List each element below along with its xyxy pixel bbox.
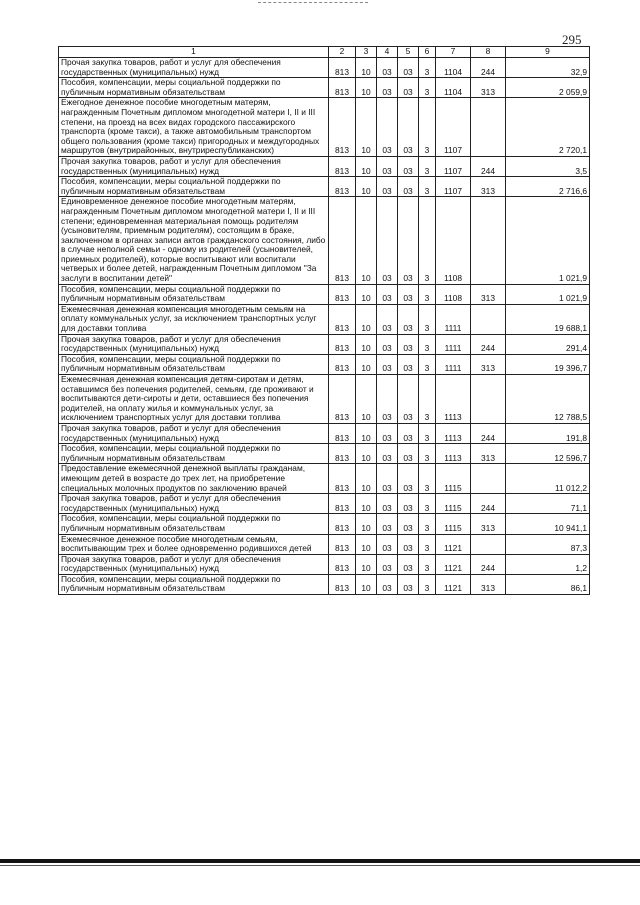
- table-row: [59, 197, 590, 284]
- target-code: 1115: [436, 514, 471, 534]
- expense-type-code: 244: [471, 156, 506, 176]
- target-code: 1115: [436, 494, 471, 514]
- expense-type-code: [471, 464, 506, 494]
- scan-top-line: [258, 2, 368, 4]
- target-code: 1115: [436, 464, 471, 494]
- podrazdel-code: 03: [377, 78, 398, 98]
- table-row: [59, 464, 590, 494]
- glava-code: 813: [329, 334, 356, 354]
- glava-code: 813: [329, 574, 356, 594]
- glava-code: 813: [329, 197, 356, 284]
- target-code: 1121: [436, 554, 471, 574]
- amount: 12 596,7: [506, 444, 590, 464]
- amount: 191,8: [506, 423, 590, 443]
- expense-type-code: 244: [471, 334, 506, 354]
- razdel-code: 10: [356, 354, 377, 374]
- program-code: 03: [398, 156, 419, 176]
- expense-type-code: 244: [471, 423, 506, 443]
- header-cell: 1: [59, 47, 329, 58]
- program-code: 03: [398, 514, 419, 534]
- target-code: 1113: [436, 444, 471, 464]
- expense-type-code: 313: [471, 514, 506, 534]
- amount: 291,4: [506, 334, 590, 354]
- program-code: 03: [398, 534, 419, 554]
- razdel-code: 10: [356, 574, 377, 594]
- expense-type-code: 313: [471, 284, 506, 304]
- subprogram-code: 3: [419, 444, 436, 464]
- target-code: 1107: [436, 98, 471, 157]
- amount: 19 688,1: [506, 304, 590, 334]
- subprogram-code: 3: [419, 554, 436, 574]
- subprogram-code: 3: [419, 197, 436, 284]
- row-description: Ежемесячная денежная компенсация многодетным семьям на оплату коммунальных услуг, за исключением транспортных услуг для доставки топлива: [59, 304, 329, 334]
- row-description: Прочая закупка товаров, работ и услуг для обеспечения государственных (муниципальных) нужд: [59, 156, 329, 176]
- razdel-code: 10: [356, 156, 377, 176]
- amount: 2 720,1: [506, 98, 590, 157]
- program-code: 03: [398, 334, 419, 354]
- header-cell: 5: [398, 47, 419, 58]
- target-code: 1108: [436, 197, 471, 284]
- row-description: Единовременное денежное пособие многодетным матерям, награжденным Почетным дипломом многодетной матери I, II и III степени; единовременная материальная помощь родителям (усыновителям, приемным родителям), состоящим в браке, заключенном в органах записи актов гражданского состояния, либо в случае неполной семьи - одному из родителей (усыновителей, приемных родителей), которые воспитывают или воспитали четверых и более детей, награжденным Почетным дипломом "За заслуги в воспитании детей": [59, 197, 329, 284]
- table-row: [59, 58, 590, 78]
- expense-type-code: 244: [471, 554, 506, 574]
- amount: 32,9: [506, 58, 590, 78]
- table-row: [59, 534, 590, 554]
- razdel-code: 10: [356, 375, 377, 424]
- row-description: Прочая закупка товаров, работ и услуг для обеспечения государственных (муниципальных) нужд: [59, 494, 329, 514]
- glava-code: 813: [329, 464, 356, 494]
- row-description: Прочая закупка товаров, работ и услуг для обеспечения государственных (муниципальных) нужд: [59, 58, 329, 78]
- glava-code: 813: [329, 284, 356, 304]
- table-row: [59, 284, 590, 304]
- table-row: [59, 177, 590, 197]
- subprogram-code: 3: [419, 98, 436, 157]
- row-description: Пособия, компенсации, меры социальной поддержки по публичным нормативным обязательствам: [59, 78, 329, 98]
- podrazdel-code: 03: [377, 464, 398, 494]
- subprogram-code: 3: [419, 78, 436, 98]
- program-code: 03: [398, 58, 419, 78]
- subprogram-code: 3: [419, 514, 436, 534]
- podrazdel-code: 03: [377, 514, 398, 534]
- amount: 87,3: [506, 534, 590, 554]
- podrazdel-code: 03: [377, 177, 398, 197]
- scan-bottom-line: [0, 865, 640, 866]
- table-row: [59, 334, 590, 354]
- row-description: Ежегодное денежное пособие многодетным матерям, награжденным Почетным дипломом многодетной матери I, II и III степени, на проезд на всех видах городского пассажирского транспорта (кроме такси), а также автомобильным транспортом общего пользования (кроме такси) пригородных и междугородных маршрутов (внутрирайонных, внутриреспубликанских): [59, 98, 329, 157]
- row-description: Прочая закупка товаров, работ и услуг для обеспечения государственных (муниципальных) нужд: [59, 423, 329, 443]
- expense-type-code: [471, 304, 506, 334]
- table-row: [59, 444, 590, 464]
- amount: 10 941,1: [506, 514, 590, 534]
- razdel-code: 10: [356, 78, 377, 98]
- glava-code: 813: [329, 444, 356, 464]
- razdel-code: 10: [356, 423, 377, 443]
- table-row: [59, 554, 590, 574]
- table-row: [59, 304, 590, 334]
- header-cell: 7: [436, 47, 471, 58]
- podrazdel-code: 03: [377, 375, 398, 424]
- row-description: Прочая закупка товаров, работ и услуг для обеспечения государственных (муниципальных) нужд: [59, 554, 329, 574]
- amount: 12 788,5: [506, 375, 590, 424]
- expense-type-code: 313: [471, 177, 506, 197]
- expense-type-code: [471, 534, 506, 554]
- program-code: 03: [398, 98, 419, 157]
- amount: 11 012,2: [506, 464, 590, 494]
- row-description: Предоставление ежемесячной денежной выплаты гражданам, имеющим детей в возрасте до трех лет, на приобретение специальных молочных продуктов по заключению врачей: [59, 464, 329, 494]
- subprogram-code: 3: [419, 156, 436, 176]
- subprogram-code: 3: [419, 574, 436, 594]
- razdel-code: 10: [356, 494, 377, 514]
- program-code: 03: [398, 197, 419, 284]
- razdel-code: 10: [356, 177, 377, 197]
- podrazdel-code: 03: [377, 494, 398, 514]
- expense-type-code: 244: [471, 494, 506, 514]
- program-code: 03: [398, 423, 419, 443]
- header-cell: 6: [419, 47, 436, 58]
- razdel-code: 10: [356, 98, 377, 157]
- glava-code: 813: [329, 177, 356, 197]
- row-description: Пособия, компенсации, меры социальной поддержки по публичным нормативным обязательствам: [59, 284, 329, 304]
- podrazdel-code: 03: [377, 156, 398, 176]
- amount: 1 021,9: [506, 197, 590, 284]
- header-cell: 9: [506, 47, 590, 58]
- budget-table: [58, 46, 590, 595]
- podrazdel-code: 03: [377, 197, 398, 284]
- row-description: Пособия, компенсации, меры социальной поддержки по публичным нормативным обязательствам: [59, 177, 329, 197]
- subprogram-code: 3: [419, 354, 436, 374]
- podrazdel-code: 03: [377, 98, 398, 157]
- razdel-code: 10: [356, 464, 377, 494]
- razdel-code: 10: [356, 444, 377, 464]
- target-code: 1113: [436, 423, 471, 443]
- program-code: 03: [398, 554, 419, 574]
- expense-type-code: 313: [471, 574, 506, 594]
- target-code: 1107: [436, 177, 471, 197]
- program-code: 03: [398, 375, 419, 424]
- subprogram-code: 3: [419, 177, 436, 197]
- target-code: 1113: [436, 375, 471, 424]
- row-description: Пособия, компенсации, меры социальной поддержки по публичным нормативным обязательствам: [59, 574, 329, 594]
- table-row: [59, 375, 590, 424]
- target-code: 1107: [436, 156, 471, 176]
- program-code: 03: [398, 284, 419, 304]
- razdel-code: 10: [356, 514, 377, 534]
- program-code: 03: [398, 494, 419, 514]
- table-row: [59, 514, 590, 534]
- subprogram-code: 3: [419, 284, 436, 304]
- amount: 1 021,9: [506, 284, 590, 304]
- subprogram-code: 3: [419, 423, 436, 443]
- subprogram-code: 3: [419, 494, 436, 514]
- expense-type-code: 313: [471, 78, 506, 98]
- program-code: 03: [398, 464, 419, 494]
- row-description: Пособия, компенсации, меры социальной поддержки по публичным нормативным обязательствам: [59, 514, 329, 534]
- amount: 71,1: [506, 494, 590, 514]
- subprogram-code: 3: [419, 304, 436, 334]
- podrazdel-code: 03: [377, 334, 398, 354]
- razdel-code: 10: [356, 58, 377, 78]
- page-number: 295: [562, 32, 582, 47]
- row-description: Прочая закупка товаров, работ и услуг для обеспечения государственных (муниципальных) нужд: [59, 334, 329, 354]
- glava-code: 813: [329, 58, 356, 78]
- podrazdel-code: 03: [377, 304, 398, 334]
- amount: 19 396,7: [506, 354, 590, 374]
- table-row: [59, 354, 590, 374]
- program-code: 03: [398, 444, 419, 464]
- target-code: 1104: [436, 78, 471, 98]
- expense-type-code: [471, 98, 506, 157]
- header-row: [59, 47, 590, 58]
- podrazdel-code: 03: [377, 284, 398, 304]
- podrazdel-code: 03: [377, 444, 398, 464]
- program-code: 03: [398, 574, 419, 594]
- table-body: [59, 58, 590, 595]
- expense-type-code: [471, 197, 506, 284]
- razdel-code: 10: [356, 304, 377, 334]
- header-cell: 8: [471, 47, 506, 58]
- expense-type-code: 313: [471, 444, 506, 464]
- table-row: [59, 423, 590, 443]
- podrazdel-code: 03: [377, 423, 398, 443]
- expense-type-code: 313: [471, 354, 506, 374]
- glava-code: 813: [329, 423, 356, 443]
- razdel-code: 10: [356, 284, 377, 304]
- razdel-code: 10: [356, 334, 377, 354]
- row-description: Пособия, компенсации, меры социальной поддержки по публичным нормативным обязательствам: [59, 354, 329, 374]
- header-cell: 3: [356, 47, 377, 58]
- glava-code: 813: [329, 78, 356, 98]
- glava-code: 813: [329, 534, 356, 554]
- target-code: 1121: [436, 574, 471, 594]
- amount: 3,5: [506, 156, 590, 176]
- amount: 2 059,9: [506, 78, 590, 98]
- amount: 2 716,6: [506, 177, 590, 197]
- target-code: 1111: [436, 334, 471, 354]
- scan-bottom-bar: [0, 859, 640, 863]
- podrazdel-code: 03: [377, 534, 398, 554]
- amount: 1,2: [506, 554, 590, 574]
- expense-type-code: [471, 375, 506, 424]
- podrazdel-code: 03: [377, 58, 398, 78]
- target-code: 1111: [436, 354, 471, 374]
- glava-code: 813: [329, 375, 356, 424]
- row-description: Ежемесячное денежное пособие многодетным семьям, воспитывающим трех и более одновременно родившихся детей: [59, 534, 329, 554]
- amount: 86,1: [506, 574, 590, 594]
- podrazdel-code: 03: [377, 354, 398, 374]
- table-row: [59, 156, 590, 176]
- subprogram-code: 3: [419, 464, 436, 494]
- header-cell: 4: [377, 47, 398, 58]
- subprogram-code: 3: [419, 375, 436, 424]
- podrazdel-code: 03: [377, 574, 398, 594]
- program-code: 03: [398, 177, 419, 197]
- table-row: [59, 78, 590, 98]
- podrazdel-code: 03: [377, 554, 398, 574]
- glava-code: 813: [329, 354, 356, 374]
- glava-code: 813: [329, 494, 356, 514]
- razdel-code: 10: [356, 197, 377, 284]
- glava-code: 813: [329, 304, 356, 334]
- target-code: 1104: [436, 58, 471, 78]
- row-description: Пособия, компенсации, меры социальной поддержки по публичным нормативным обязательствам: [59, 444, 329, 464]
- subprogram-code: 3: [419, 534, 436, 554]
- expense-type-code: 244: [471, 58, 506, 78]
- subprogram-code: 3: [419, 334, 436, 354]
- razdel-code: 10: [356, 534, 377, 554]
- glava-code: 813: [329, 156, 356, 176]
- target-code: 1121: [436, 534, 471, 554]
- subprogram-code: 3: [419, 58, 436, 78]
- table-row: [59, 574, 590, 594]
- razdel-code: 10: [356, 554, 377, 574]
- table-row: [59, 98, 590, 157]
- glava-code: 813: [329, 514, 356, 534]
- target-code: 1108: [436, 284, 471, 304]
- program-code: 03: [398, 304, 419, 334]
- header-cell: 2: [329, 47, 356, 58]
- glava-code: 813: [329, 554, 356, 574]
- target-code: 1111: [436, 304, 471, 334]
- glava-code: 813: [329, 98, 356, 157]
- row-description: Ежемесячная денежная компенсация детям-сиротам и детям, оставшимся без попечения родителей, семьям, где проживают и воспитываются дети-сироты и дети, оставшиеся без попечения родителей, на оплату жилья и коммунальных услуг, за исключением транспортных услуг для доставки топлива: [59, 375, 329, 424]
- table-row: [59, 494, 590, 514]
- program-code: 03: [398, 354, 419, 374]
- program-code: 03: [398, 78, 419, 98]
